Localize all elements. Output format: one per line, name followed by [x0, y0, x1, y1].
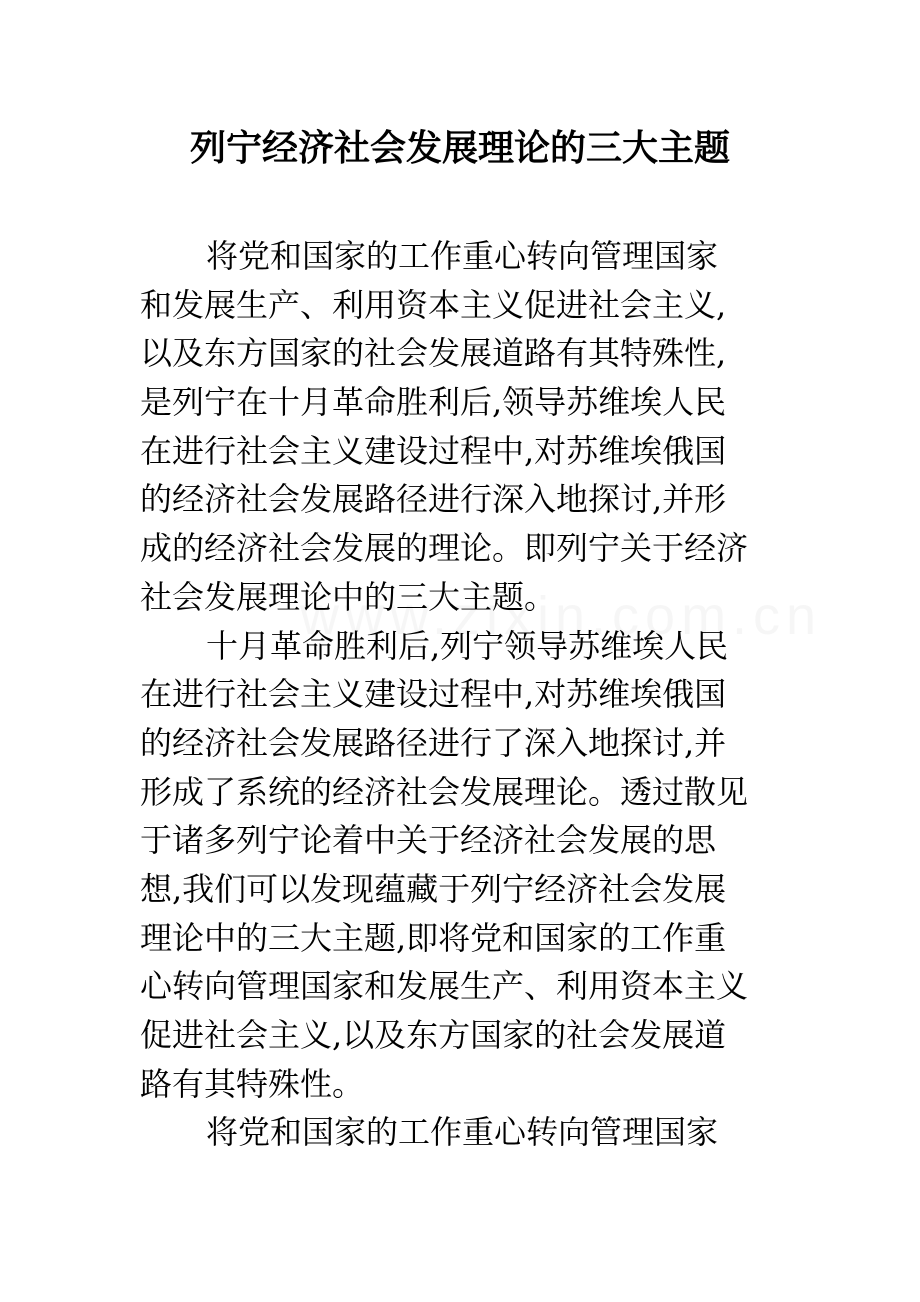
paragraph-1-line: 和发展生产、利用资本主义促进社会主义,: [140, 285, 727, 324]
paragraph-2-line: 心转向管理国家和发展生产、利用资本主义: [140, 967, 749, 1006]
paragraph-2-line: 想,我们可以发现蕴藏于列宁经济社会发展: [140, 869, 727, 908]
paragraph-1-line: 社会发展理论中的三大主题。: [140, 577, 557, 616]
paragraph-1-line: 将党和国家的工作重心转向管理国家: [206, 237, 719, 275]
paragraph-2-line: 理论中的三大主题,即将党和国家的工作重: [140, 918, 727, 957]
paragraph-3-line: 将党和国家的工作重心转向管理国家: [206, 1113, 719, 1152]
paragraph-2-line: 促进社会主义,以及东方国家的社会发展道: [140, 1016, 727, 1054]
paragraph-2-line: 的经济社会发展路径进行了深入地探讨,并: [140, 723, 727, 762]
paragraph-2-line: 在进行社会主义建设过程中,对苏维埃俄国: [140, 675, 727, 714]
document-body: [140, 232, 780, 1157]
paragraph-1-line: 以及东方国家的社会发展道路有其特殊性,: [140, 334, 727, 373]
paragraph-1-line: 的经济社会发展路径进行深入地探讨,并形: [140, 480, 727, 519]
paragraph-1-line: 是列宁在十月革命胜利后,领导苏维埃人民: [140, 383, 727, 422]
document-title: 列宁经济社会发展理论的三大主题: [189, 127, 730, 169]
paragraph-1-line: 成的经济社会发展的理论。即列宁关于经济: [140, 529, 749, 568]
paragraph-2-line: 十月革命胜利后,列宁领导苏维埃人民: [206, 626, 729, 665]
paragraph-2-line: 路有其特殊性。: [140, 1064, 365, 1103]
paragraph-1-line: 在进行社会主义建设过程中,对苏维埃俄国: [140, 431, 727, 470]
paragraph-2-line: 于诸多列宁论着中关于经济社会发展的思: [140, 821, 717, 860]
paragraph-2-line: 形成了系统的经济社会发展理论。透过散见: [140, 772, 749, 811]
